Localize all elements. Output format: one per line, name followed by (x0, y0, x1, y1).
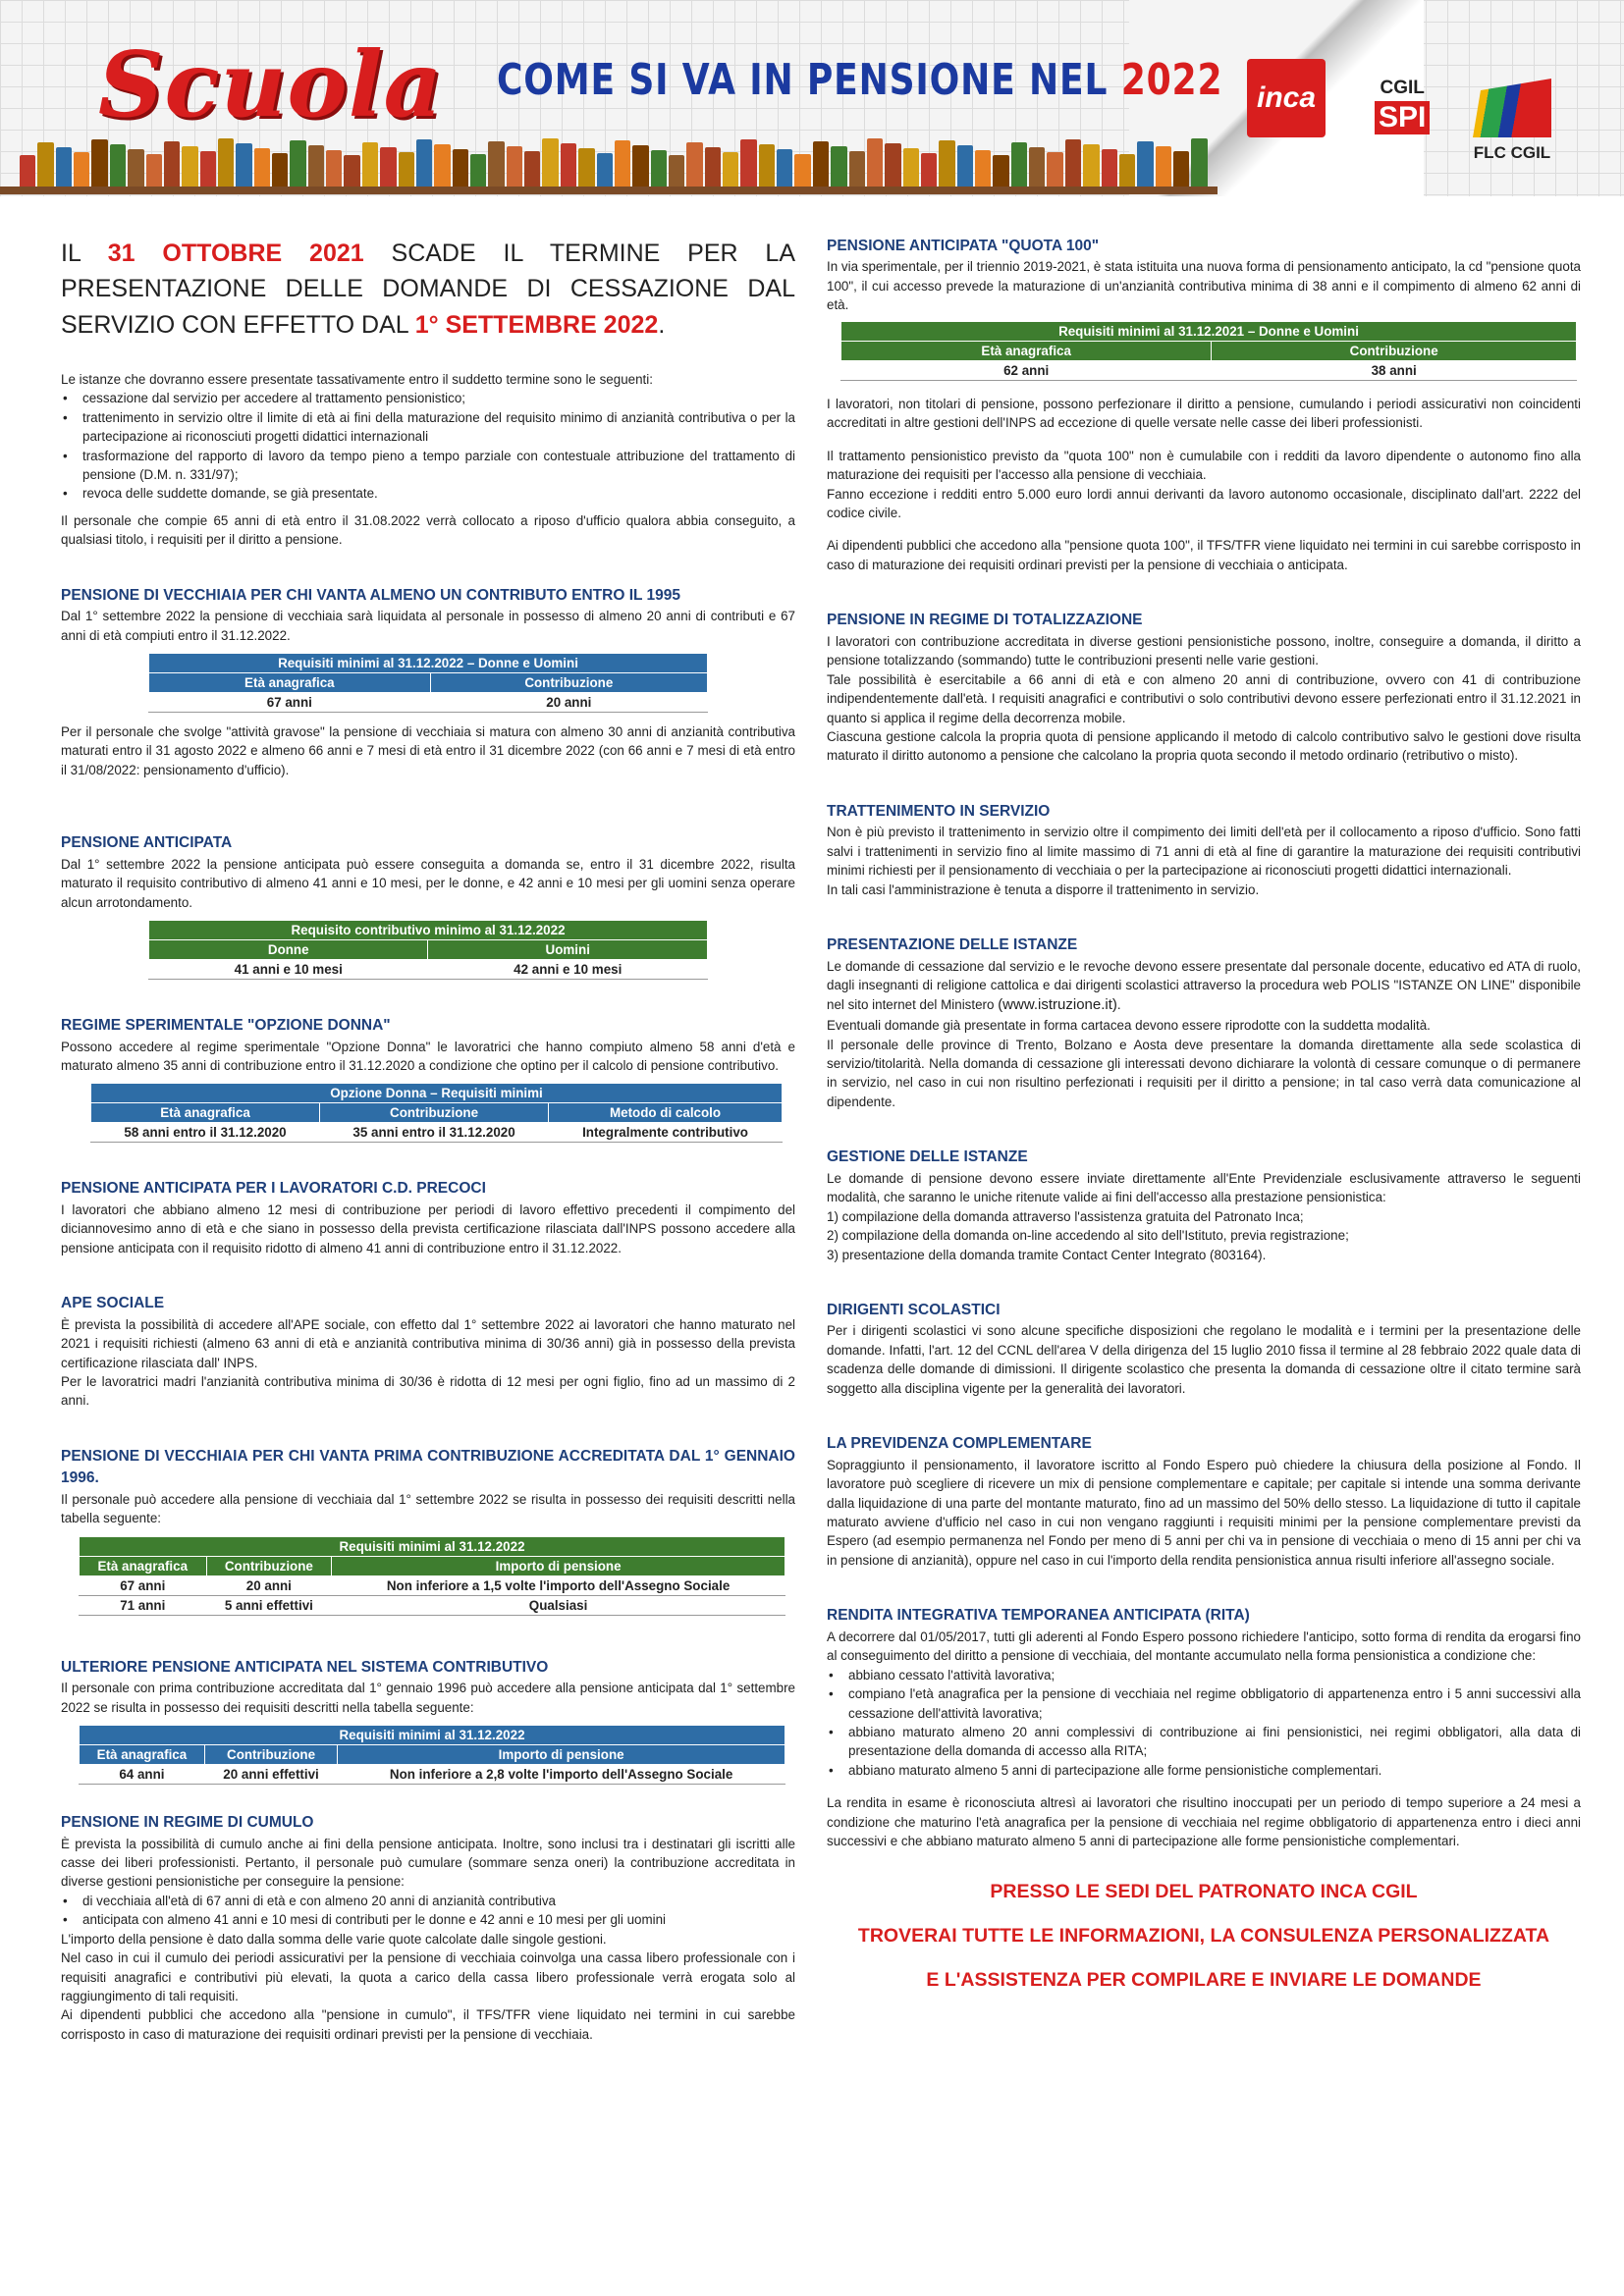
cumulo-text-3: Nel caso in cui il cumulo dei periodi assicurativi per la pensione di vecchiaia coinvolga una cassa libero professionale con i requisiti anagrafici e contributivi più elevati, la quota a carico della cassa libero professionale verrà erogata solo al raggiungimento di tali requisiti. (61, 1950, 795, 2004)
ulteriore-table: Requisiti minimi al 31.12.2022 Età anagrafica Contribuzione Importo di pensione 64 anni 20 anni effettivi Non inferiore a 2,8 volte l'importo dell'Assegno Sociale (79, 1725, 785, 1785)
left-column (61, 236, 795, 2044)
book-spine (597, 153, 613, 188)
section-title-quota100: PENSIONE ANTICIPATA "QUOTA 100" (827, 238, 1100, 254)
book-spine (975, 150, 991, 188)
quota100-text-4: Fanno eccezione i redditi entro 5.000 euro lordi annui derivanti da lavoro autonomo occasionale, disciplinato dall'art. 2222 del codice civile. (827, 486, 1581, 520)
section-title-anticipata: PENSIONE ANTICIPATA (61, 834, 233, 852)
section-title-presentazione: PRESENTAZIONE DELLE ISTANZE (827, 936, 1078, 954)
list-item: • anticipata con almeno 41 anni e 10 mesi di contributi per le donne e 42 anni e 10 mesi per gli uomini (61, 1910, 795, 1929)
book-spine (326, 150, 342, 188)
book-spine (1137, 141, 1153, 188)
book-spine (470, 154, 486, 188)
inca-logo: inca (1247, 59, 1326, 137)
cumulo-text-1: È prevista la possibilità di cumulo anche ai fini della pensione anticipata. Inoltre, sono inclusi tra i destinatari gli iscritti alle casse dei liberi professionisti. Pertanto, il personale può cumulare (sommare senza oneri) la contribuzione accreditata in diverse gestioni pensionistiche per conseguire la pensione: (61, 1836, 795, 1890)
book-spine (308, 145, 324, 188)
book-spine (794, 154, 810, 188)
book-spine (453, 149, 468, 188)
section-title-precoci: PENSIONE ANTICIPATA PER I LAVORATORI C.D. PRECOCI (61, 1180, 486, 1198)
book-spine (939, 140, 954, 188)
book-spine (1102, 149, 1117, 188)
quota100-text: In via sperimentale, per il triennio 2019-2021, è stata istituita una nuova forma di pensionamento anticipato, la cd "pensione quota 100", il cui accesso prevede la maturazione di un'anzianità contributiva minima di 38 anni e il compimento di almeno 62 anni di età. (827, 259, 1581, 313)
book-spine (957, 145, 973, 188)
book-spine (110, 144, 126, 188)
book-spine (74, 152, 89, 188)
intro-deadline: IL 31 OTTOBRE 2021 SCADE IL TERMINE PER LA PRESENTAZIONE DELLE DOMANDE DI CESSAZIONE DAL SERVIZIO CON EFFETTO DAL 1° SETTEMBRE 2022. (61, 240, 796, 339)
book-spine (578, 148, 594, 188)
opzione-donna-table: Opzione Donna – Requisiti minimi Età anagrafica Contribuzione Metodo di calcolo 58 anni entro il 31.12.2020 35 anni entro il 31.12.2020 Integralmente contributivo (90, 1083, 783, 1143)
trattenimento-text-1: Non è più previsto il trattenimento in servizio oltre il compimento dei limiti dell'età per il collocamento a riposo d'ufficio. Sono fatti salvi i trattenimenti in servizio fino al limite massimo di 71 anni di età al fine di garantire la maturazione dei requisiti contributivi minimi richiesti per il pensionamento di vecchiaia o per la partecipazione ai riconosciuti progetti didattici internazionali. (827, 825, 1581, 879)
book-spine (272, 153, 288, 188)
anticipata-text: Dal 1° settembre 2022 la pensione anticipata può essere conseguita a domanda se, entro il 31 dicembre 2022, risulta maturato il requisito contributivo di almeno 41 anni e 10 mesi, per le donne, e 42 anni e 10 mesi per gli uomini senza operare alcun arrotondamento. (61, 856, 795, 910)
book-spine (1011, 142, 1027, 188)
footer-line-2: TROVERAI TUTTE LE INFORMAZIONI, LA CONSULENZA PERSONALIZZATA (857, 1924, 1550, 1947)
section-title-trattenimento: TRATTENIMENTO IN SERVIZIO (827, 802, 1051, 820)
flc-flag-icon (1473, 79, 1551, 137)
cgil-spi-logo: CGIL SPI (1375, 79, 1430, 134)
footer-line-3: E L'ASSISTENZA PER COMPILARE E INVIARE LE DOMANDE (926, 1968, 1482, 1991)
table-header: Requisiti minimi al 31.12.2022 – Donne e Uomini (149, 654, 708, 673)
table-cell: 20 anni (430, 693, 707, 713)
quota100-text-5: Ai dipendenti pubblici che accedono alla "pensione quota 100", il TFS/TFR viene liquidato nei termini in cui sarebbe corrisposto in caso di maturazione dei requisiti ordinari previsti per la pensione di vecchiaia o anticipata. (827, 538, 1581, 572)
book-spine (146, 154, 162, 188)
book-spine (218, 138, 234, 188)
book-spine (921, 153, 937, 188)
book-spine (813, 141, 829, 188)
presentazione-text-2: Eventuali domande già presentate in forma cartacea devono essere riprodotte con la suddetta modalità. (827, 1018, 1431, 1034)
presentazione-text-3: Il personale delle province di Trento, Bolzano e Aosta deve presentare la domanda direttamente alla sede scolastica di servizio/titolarità. Nella domanda di cessazione gli interessati devono dichiarare la volontà di cessare comunque o di permanere in servizio, nel caso in cui non risultino perfezionati i requisiti per il diritto a pensione; in tal caso verrà data comunicazione al dipendente. (827, 1037, 1581, 1109)
book-spine (254, 148, 270, 188)
book-spine (362, 142, 378, 188)
section-title-rita: RENDITA INTEGRATIVA TEMPORANEA ANTICIPATA (RITA) (827, 1607, 1250, 1625)
vecchiaia-1996-table: Requisiti minimi al 31.12.2022 Età anagrafica Contribuzione Importo di pensione 67 anni 20 anni Non inferiore a 1,5 volte l'importo dell'Assegno Sociale 71 anni 5 anni effettivi Qualsiasi (79, 1536, 785, 1616)
section-title-totalizzazione: PENSIONE IN REGIME DI TOTALIZZAZIONE (827, 612, 1143, 629)
book-spine (669, 155, 684, 188)
vecchiaia-1996-text: Il personale può accedere alla pensione di vecchiaia dal 1° settembre 2022 se risulta in possesso dei requisiti descritti nella tabella seguente: (61, 1491, 795, 1526)
book-spine (1047, 152, 1062, 188)
flc-cgil-logo: FLC CGIL (1473, 79, 1551, 166)
table-cell: 67 anni (149, 693, 431, 713)
list-item: • trattenimento in servizio oltre il limite di età ai fini della maturazione del requisito minimo di anzianità contributiva o per la partecipazione ai riconosciuti progetti didattici internazionali (61, 408, 795, 447)
section-title-ulteriore: ULTERIORE PENSIONE ANTICIPATA NEL SISTEMA CONTRIBUTIVO (61, 1658, 549, 1676)
presentazione-text-1: Le domande di cessazione dal servizio e le revoche devono essere presentate dal personale docente, educativo ed ATA di ruolo, dagli insegnanti di religione cattolica e dai dirigenti scolastici attraverso la procedura web POLIS "ISTANZE ON LINE" disponibile nel sito internet del Ministero (www.istruzione.it). (827, 958, 1581, 1014)
book-spine (182, 146, 197, 188)
gestione-text: Le domande di pensione devono essere inviate direttamente all'Ente Previdenziale esclusivamente attraverso le seguenti modalità, che saranno le uniche ritenute valide ai fini dell'accesso alla prestazione pensionistica: (827, 1170, 1581, 1205)
book-spine (561, 143, 576, 188)
book-spine (759, 144, 775, 188)
section-title-gestione: GESTIONE DELLE ISTANZE (827, 1148, 1028, 1166)
book-spine (831, 146, 846, 188)
book-spine (236, 143, 251, 188)
book-spine (380, 147, 396, 188)
book-spine (200, 151, 216, 188)
section-title-ape: APE SOCIALE (61, 1295, 165, 1312)
book-spine (615, 140, 630, 188)
book-spine (488, 141, 504, 188)
footer-line-1: PRESSO LE SEDI DEL PATRONATO INCA CGIL (990, 1880, 1418, 1902)
rita-text-2: La rendita in esame è riconosciuta altresì ai lavoratori che risultino inoccupati per un periodo di tempo superiore a 24 mesi a condizione che maturino l'età anagrafica per la pensione di vecchiaia nel regime obbligatorio di appartenenza entro i dieci anni successivi e che abbiano maturato almeno 5 anni di partecipazione alle forme pensionistiche complementari. (827, 1795, 1581, 1849)
section-title-previdenza: LA PREVIDENZA COMPLEMENTARE (827, 1435, 1092, 1453)
book-spine (723, 152, 738, 188)
ulteriore-text: Il personale con prima contribuzione accreditata dal 1° gennaio 1996 può accedere alla pensione anticipata dal 1° settembre 2022 se risulta in possesso dei requisiti descritti nella tabella seguente: (61, 1681, 795, 1715)
book-spine (1065, 139, 1081, 188)
book-spine (1029, 147, 1045, 188)
vecchiaia-text: Dal 1° settembre 2022 la pensione di vecchiaia sarà liquidata al personale in possesso di almeno 20 anni di contributi e 67 anni di età compiuti entro il 31.12.2022. (61, 609, 795, 643)
cumulo-text-4: Ai dipendenti pubblici che accedono alla "pensione in cumulo", il TFS/TFR viene liquidato nei termini in cui sarebbe corrisposto in caso di maturazione dei requisiti ordinari previsti per la pensione di vecchiaia. (61, 2007, 795, 2042)
list-item: • abbiano maturato almeno 5 anni di partecipazione alle forme pensionistiche complementari. (827, 1761, 1581, 1780)
totalizzazione-text-2: Tale possibilità è esercitabile a 66 anni di età e con almeno 20 anni di contribuzione, ovvero con 41 di contribuzione indipendentemente dall'età. I requisiti anagrafici e contributivi o solo contributivi devono essere perfezionati entro il 31.12.2021 in quanto si applica il regime della decorrenza mobile. (827, 671, 1581, 725)
list-item: • trasformazione del rapporto di lavoro da tempo pieno a tempo parziale con contestuale attribuzione del trattamento di pensione (D.M. n. 331/97); (61, 447, 795, 485)
list-item: • compiano l'età anagrafica per la pensione di vecchiaia nel regime obbligatorio di appartenenza entro i 5 anni successivi alla cessazione dell'attività lavorativa; (827, 1684, 1581, 1723)
book-spine (777, 149, 792, 188)
list-item: • revoca delle suddette domande, se già presentate. (61, 484, 795, 503)
book-spine (434, 144, 450, 188)
book-spine (651, 150, 667, 188)
gestione-line: 1) compilazione della domanda attraverso l'assistenza gratuita del Patronato Inca; (827, 1208, 1304, 1224)
list-item: • abbiano maturato almeno 20 anni complessivi di contribuzione ai fini pensionistici, nei regimi obbligatori, alla data di presentazione della domanda di accesso alla RITA; (827, 1723, 1581, 1761)
book-spine (507, 146, 522, 188)
previdenza-text: Sopraggiunto il pensionamento, il lavoratore iscritto al Fondo Espero può chiedere la chiusura della posizione al Fondo. Il lavoratore può scegliere di ricevere un mix di pensione complementare e capitale; per capitale si intende una somma derivante dalla liquidazione di una parte del montante maturato, fino ad un massimo del 50% dello stesso. La liquidazione di tutto il capitale maturato avviene d'ufficio nel caso in cui non vengano raggiunti i requisiti minimi per la pensione complementare previsti da Espero (ad esempio permanenza nel Fondo per meno di 5 anni per chi va in pensione di vecchiaia o meno di 15 anni per chi va in pensione di anzianità), oppure nel caso in cui l'importo della rendita pensionistica annua risulti inferiore all'assegno sociale. (827, 1457, 1581, 1568)
trattenimento-text-2: In tali casi l'amministrazione è tenuta a disporre il trattenimento in servizio. (827, 881, 1260, 897)
totalizzazione-text-1: I lavoratori con contribuzione accreditata in diverse gestioni pensionistiche possono, inoltre, conseguire a domanda, il diritto a pensione totalizzando (sommando) tutte le contribuzioni presenti nelle varie gestioni. (827, 633, 1581, 668)
anticipata-table: Requisito contributivo minimo al 31.12.2022 Donne Uomini 41 anni e 10 mesi 42 anni e 10 mesi (148, 920, 708, 980)
rita-list (827, 1666, 1581, 1781)
istanze-note: Il personale che compie 65 anni di età entro il 31.08.2022 verrà collocato a riposo d'ufficio qualora abbia conseguito, a qualsiasi titolo, i requisiti per il diritto a pensione. (61, 512, 795, 548)
title-year: 2022 (1120, 55, 1223, 105)
book-spine (399, 152, 414, 188)
list-item: • cessazione dal servizio per accedere al trattamento pensionistico; (61, 389, 795, 407)
book-spine (740, 139, 756, 188)
istanze-lead: Le istanze che dovranno essere presentate tassativamente entro il suddetto termine sono le seguenti: (61, 371, 653, 387)
book-spine (993, 155, 1008, 188)
section-title-cumulo: PENSIONE IN REGIME DI CUMULO (61, 1814, 314, 1832)
book-spine (37, 142, 53, 188)
brand-title: Scuola (98, 31, 444, 137)
book-spine (867, 138, 883, 188)
istanze-list (61, 389, 795, 504)
cumulo-text-2: L'importo della pensione è dato dalla somma delle varie quote calcolate dalle singole gestioni. (61, 1931, 607, 1947)
book-spine (1191, 138, 1207, 188)
book-spine (416, 139, 432, 188)
book-spine (1083, 144, 1099, 188)
section-title-vecchiaia-1996: PENSIONE DI VECCHIAIA PER CHI VANTA PRIMA CONTRIBUZIONE ACCREDITATA DAL 1° GENNAIO 1996. (61, 1447, 795, 1487)
book-spine (632, 145, 648, 188)
books-decoration (0, 137, 1208, 188)
precoci-text: I lavoratori che abbiano almeno 12 mesi di contribuzione per periodi di lavoro effettivo precedenti il compimento del diciannovesimo anno di età e che siano in possesso della prevista certificazione rilasciata dall'INPS possono accedere alla pensione anticipata con il requisito ridotto di almeno 41 anni di contribuzione entro il 31.12.2022. (61, 1201, 795, 1255)
book-spine (91, 139, 107, 188)
page-title: COME SI VA IN PENSIONE NEL 2022 (497, 55, 1223, 105)
cumulo-list (61, 1892, 795, 1930)
book-spine (885, 143, 900, 188)
ministero-link[interactable]: (www.istruzione.it) (998, 996, 1117, 1014)
opzione-donna-text: Possono accedere al regime sperimentale "Opzione Donna" le lavoratrici che hanno compiuto almeno 58 anni d'età e maturato almeno 35 anni di contribuzione entro il 31.12.2020 a condizione che optino per il calcolo di pensione contributivo. (61, 1039, 795, 1074)
book-spine (56, 147, 72, 188)
vecchiaia-after: Per il personale che svolge "attività gravose" la pensione di vecchiaia si matura con almeno 30 anni di anzianità contributiva maturati entro il 31 agosto 2022 e almeno 66 anni e 7 mesi di età entro il 31 dicembre 2022 (con 66 anni e 7 mesi di età entro il 31/08/2022: pensionamento d'ufficio). (61, 724, 795, 777)
book-spine (903, 148, 919, 188)
book-spine (705, 147, 721, 188)
ape-text-1: È prevista la possibilità di accedere all'APE sociale, con effetto dal 1° settembre 2022 ai lavoratori che hanno maturato nel 2021 i requisiti richiesti (almeno 63 anni di età e anzianità contributiva minima di 30/36 anni) già in possesso della prevista certificazione rilasciata dall' INPS. (61, 1316, 795, 1370)
gestione-line: 2) compilazione della domanda on-line accedendo al sito dell'Istituto, previa registrazione; (827, 1228, 1349, 1244)
vecchiaia-table: Requisiti minimi al 31.12.2022 – Donne e Uomini Età anagrafica Contribuzione 67 anni 20 anni (148, 653, 708, 713)
book-spine (524, 151, 540, 188)
book-spine (542, 138, 558, 188)
book-spine (344, 155, 359, 188)
section-title-opzione-donna: REGIME SPERIMENTALE "OPZIONE DONNA" (61, 1017, 391, 1035)
ape-text-2: Per le lavoratrici madri l'anzianità contributiva minima di 30/36 è ridotta di 12 mesi per ogni figlio, fino ad un massimo di 2 anni. (61, 1374, 795, 1409)
book-spine (290, 140, 305, 188)
quota100-text-2: I lavoratori, non titolari di pensione, possono perfezionare il diritto a pensione, cumulando i periodi assicurativi non coincidenti accreditati in altre gestioni dell'INPS ad eccezione di quelle versate nelle casse dei liberi professionisti. (827, 396, 1581, 431)
quota100-table: Requisiti minimi al 31.12.2021 – Donne e Uomini Età anagrafica Contribuzione 62 anni 38 anni (840, 321, 1577, 381)
shelf-decoration (0, 187, 1218, 194)
totalizzazione-text-3: Ciascuna gestione calcola la propria quota di pensione applicando il metodo di calcolo contributivo salvo le gestioni dove risulta maturato il diritto autonomo a pensione che calcolano la propria quota secondo il metodo ordinario (retributivo o misto). (827, 728, 1581, 764)
section-title-vecchiaia: PENSIONE DI VECCHIAIA PER CHI VANTA ALMENO UN CONTRIBUTO ENTRO IL 1995 (61, 586, 680, 604)
book-spine (1156, 146, 1171, 188)
footer-cta (827, 1877, 1581, 1997)
page-header (0, 0, 1624, 196)
section-title-dirigenti: DIRIGENTI SCOLASTICI (827, 1301, 1001, 1318)
list-item: • abbiano cessato l'attività lavorativa; (827, 1666, 1581, 1684)
book-spine (20, 155, 35, 188)
book-spine (1173, 151, 1189, 188)
book-spine (1119, 154, 1135, 188)
rita-text: A decorrere dal 01/05/2017, tutti gli aderenti al Fondo Espero possono richiedere l'anticipo, sotto forma di rendita da erogarsi fino al conseguimento del diritto a pensione di vecchiaia, del montante accumulato nella forma pensionistica a condizione che: (827, 1629, 1581, 1664)
gestione-line: 3) presentazione della domanda tramite Contact Center Integrato (803164). (827, 1247, 1267, 1262)
book-spine (686, 142, 702, 188)
quota100-text-3: Il trattamento pensionistico previsto da "quota 100" non è cumulabile con i redditi da lavoro dipendente o autonomo fino alla maturazione dei requisiti per l'accesso alla pensione di vecchiaia. (827, 448, 1581, 483)
list-item: • di vecchiaia all'età di 67 anni di età e con almeno 20 anni di anzianità contributiva (61, 1892, 795, 1910)
book-spine (128, 149, 143, 188)
book-spine (164, 141, 180, 188)
right-column (827, 236, 1581, 1996)
book-spine (849, 151, 865, 188)
dirigenti-text: Per i dirigenti scolastici vi sono alcune specifiche disposizioni che regolano le modalità e i termini per la presentazione delle domande. Infatti, l'art. 12 del CCNL dell'area V della dirigenza del 15 luglio 2010 fissa il termine al 28 febbraio 2022 quale data di scadenza delle domande di dimissioni. Il dirigente scolastico che presenta la domanda di cessazione oltre il citato termine sarà soggetto alla disciplina vigente per la generalità dei lavoratori. (827, 1323, 1581, 1396)
